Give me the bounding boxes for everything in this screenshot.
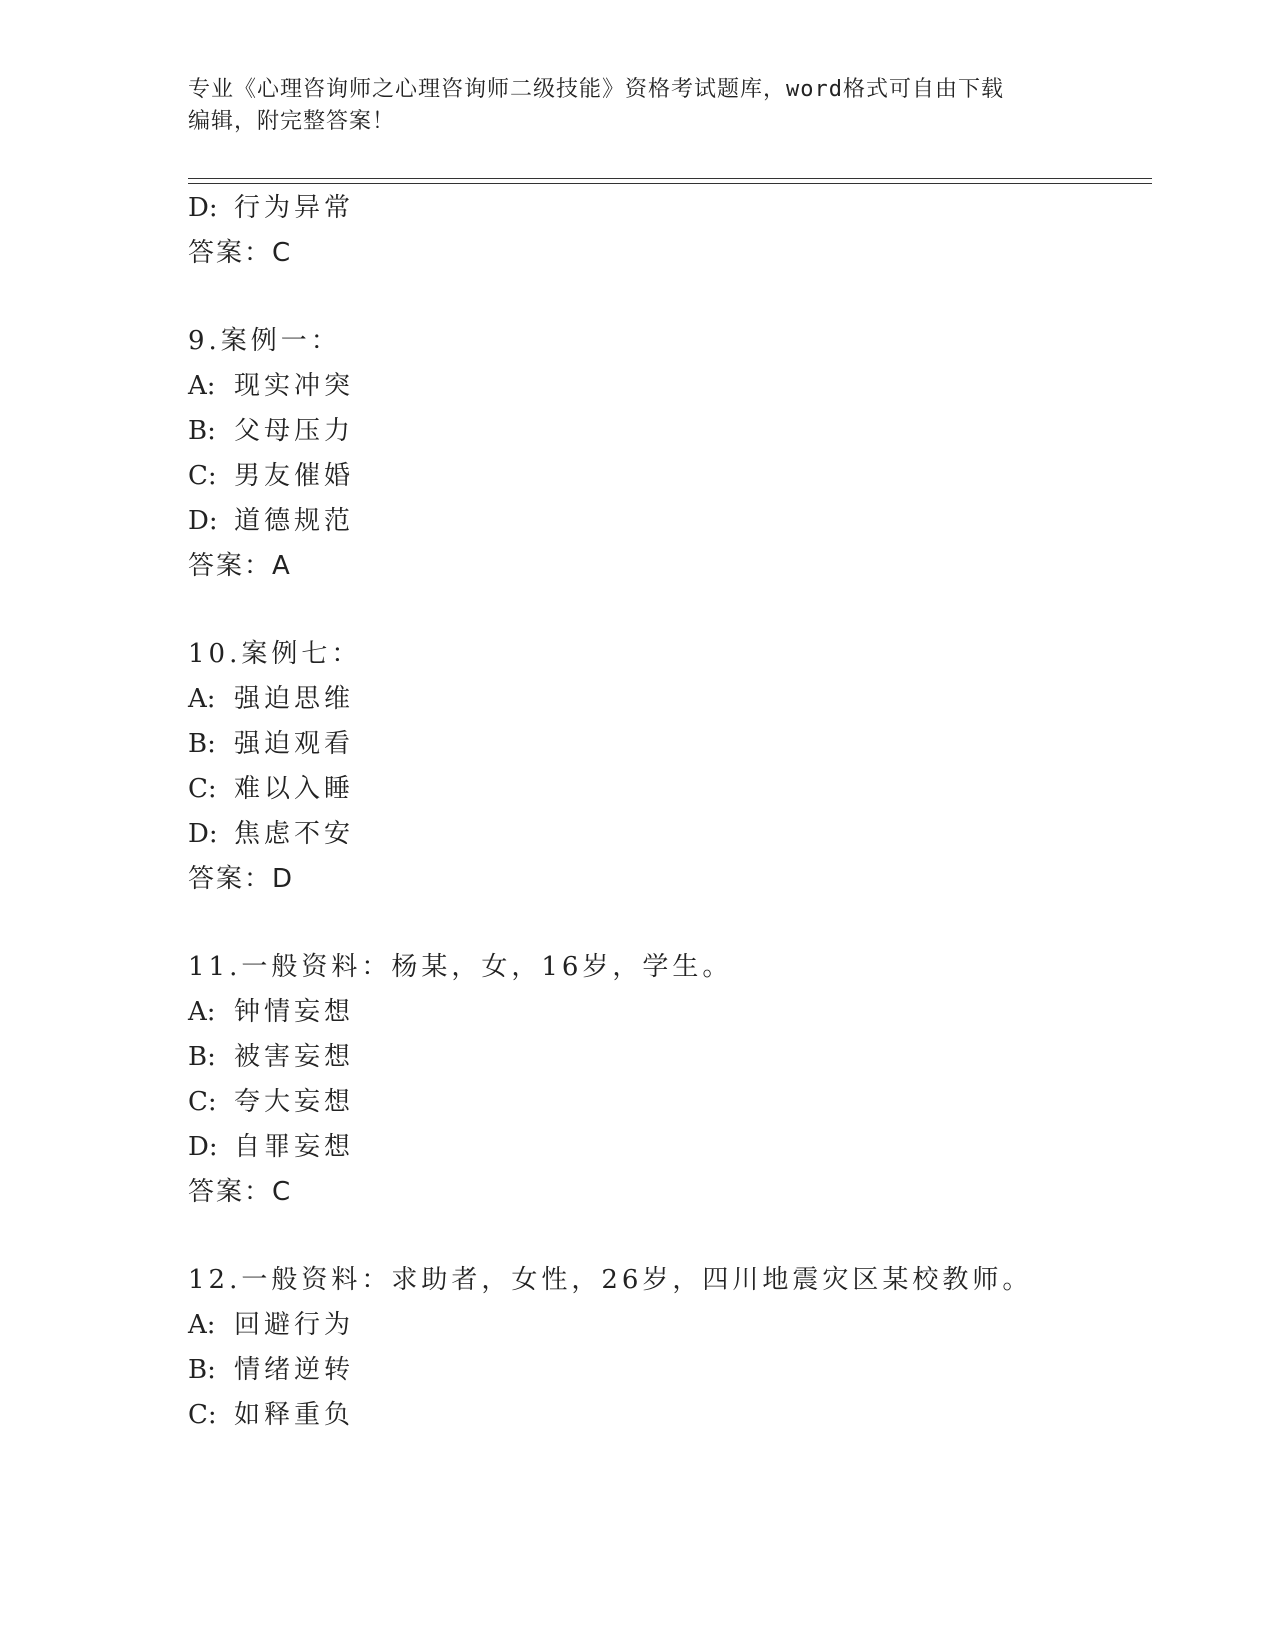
- question-title: 10.案例七：: [188, 639, 362, 669]
- option-line: [188, 456, 354, 496]
- option-text: 夸大妄想: [234, 1087, 355, 1117]
- option-line: [188, 814, 354, 854]
- option-text: 被害妄想: [234, 1042, 355, 1072]
- option-line: [188, 501, 354, 541]
- option-line: [188, 188, 354, 228]
- option-letter: B:: [188, 1042, 216, 1072]
- option-text: 情绪逆转: [234, 1355, 355, 1385]
- option-letter: A:: [188, 684, 216, 714]
- option-letter: C:: [188, 774, 217, 804]
- option-text: 父母压力: [234, 416, 355, 446]
- option-text: 男友催婚: [234, 461, 355, 491]
- option-line: [188, 1350, 354, 1390]
- header-line-2: 编辑，附完整答案！: [188, 109, 396, 134]
- option-line: [188, 1395, 354, 1435]
- question-title: 11.一般资料：杨某，女，16岁，学生。: [188, 952, 733, 982]
- option-text: 回避行为: [234, 1310, 355, 1340]
- option-letter: D:: [188, 506, 218, 536]
- option-letter: B:: [188, 416, 216, 446]
- answer-line: 答案：A: [188, 551, 292, 581]
- document-header: [188, 74, 1078, 138]
- answer-line: 答案：C: [188, 238, 293, 268]
- header-divider-top: [188, 178, 1152, 179]
- option-letter: A:: [188, 371, 216, 401]
- option-letter: C:: [188, 1087, 217, 1117]
- option-text: 强迫观看: [234, 729, 355, 759]
- option-text: 道德规范: [234, 506, 355, 536]
- question-title: 12.一般资料：求助者，女性，26岁，四川地震灾区某校教师。: [188, 1265, 1033, 1295]
- option-text: 现实冲突: [234, 371, 355, 401]
- header-line-1: 专业《心理咨询师之心理咨询师二级技能》资格考试题库，word格式可自由下载: [188, 77, 1004, 102]
- option-line: [188, 679, 354, 719]
- option-text: 难以入睡: [234, 774, 355, 804]
- option-line: [188, 1127, 354, 1167]
- option-text: 如释重负: [234, 1400, 355, 1430]
- option-letter: C:: [188, 461, 217, 491]
- option-line: [188, 1305, 354, 1345]
- option-letter: D:: [188, 819, 218, 849]
- option-letter: C:: [188, 1400, 217, 1430]
- question-title: 9.案例一：: [188, 326, 341, 356]
- option-line: [188, 1037, 354, 1077]
- answer-line: 答案：C: [188, 1177, 293, 1207]
- option-line: [188, 411, 354, 451]
- option-letter: D:: [188, 1132, 218, 1162]
- option-line: [188, 1082, 354, 1122]
- option-text: 自罪妄想: [234, 1132, 355, 1162]
- option-letter: B:: [188, 1355, 216, 1385]
- option-letter: D:: [188, 193, 218, 223]
- option-letter: B:: [188, 729, 216, 759]
- option-text: 强迫思维: [234, 684, 355, 714]
- header-divider-bottom: [188, 183, 1152, 184]
- answer-line: 答案：D: [188, 864, 295, 894]
- option-text: 钟情妄想: [234, 997, 355, 1027]
- option-line: [188, 992, 354, 1032]
- option-letter: A:: [188, 1310, 216, 1340]
- option-text: 焦虑不安: [234, 819, 355, 849]
- option-line: [188, 769, 354, 809]
- option-line: [188, 724, 354, 764]
- option-line: [188, 366, 354, 406]
- option-letter: A:: [188, 997, 216, 1027]
- option-text: 行为异常: [234, 193, 355, 223]
